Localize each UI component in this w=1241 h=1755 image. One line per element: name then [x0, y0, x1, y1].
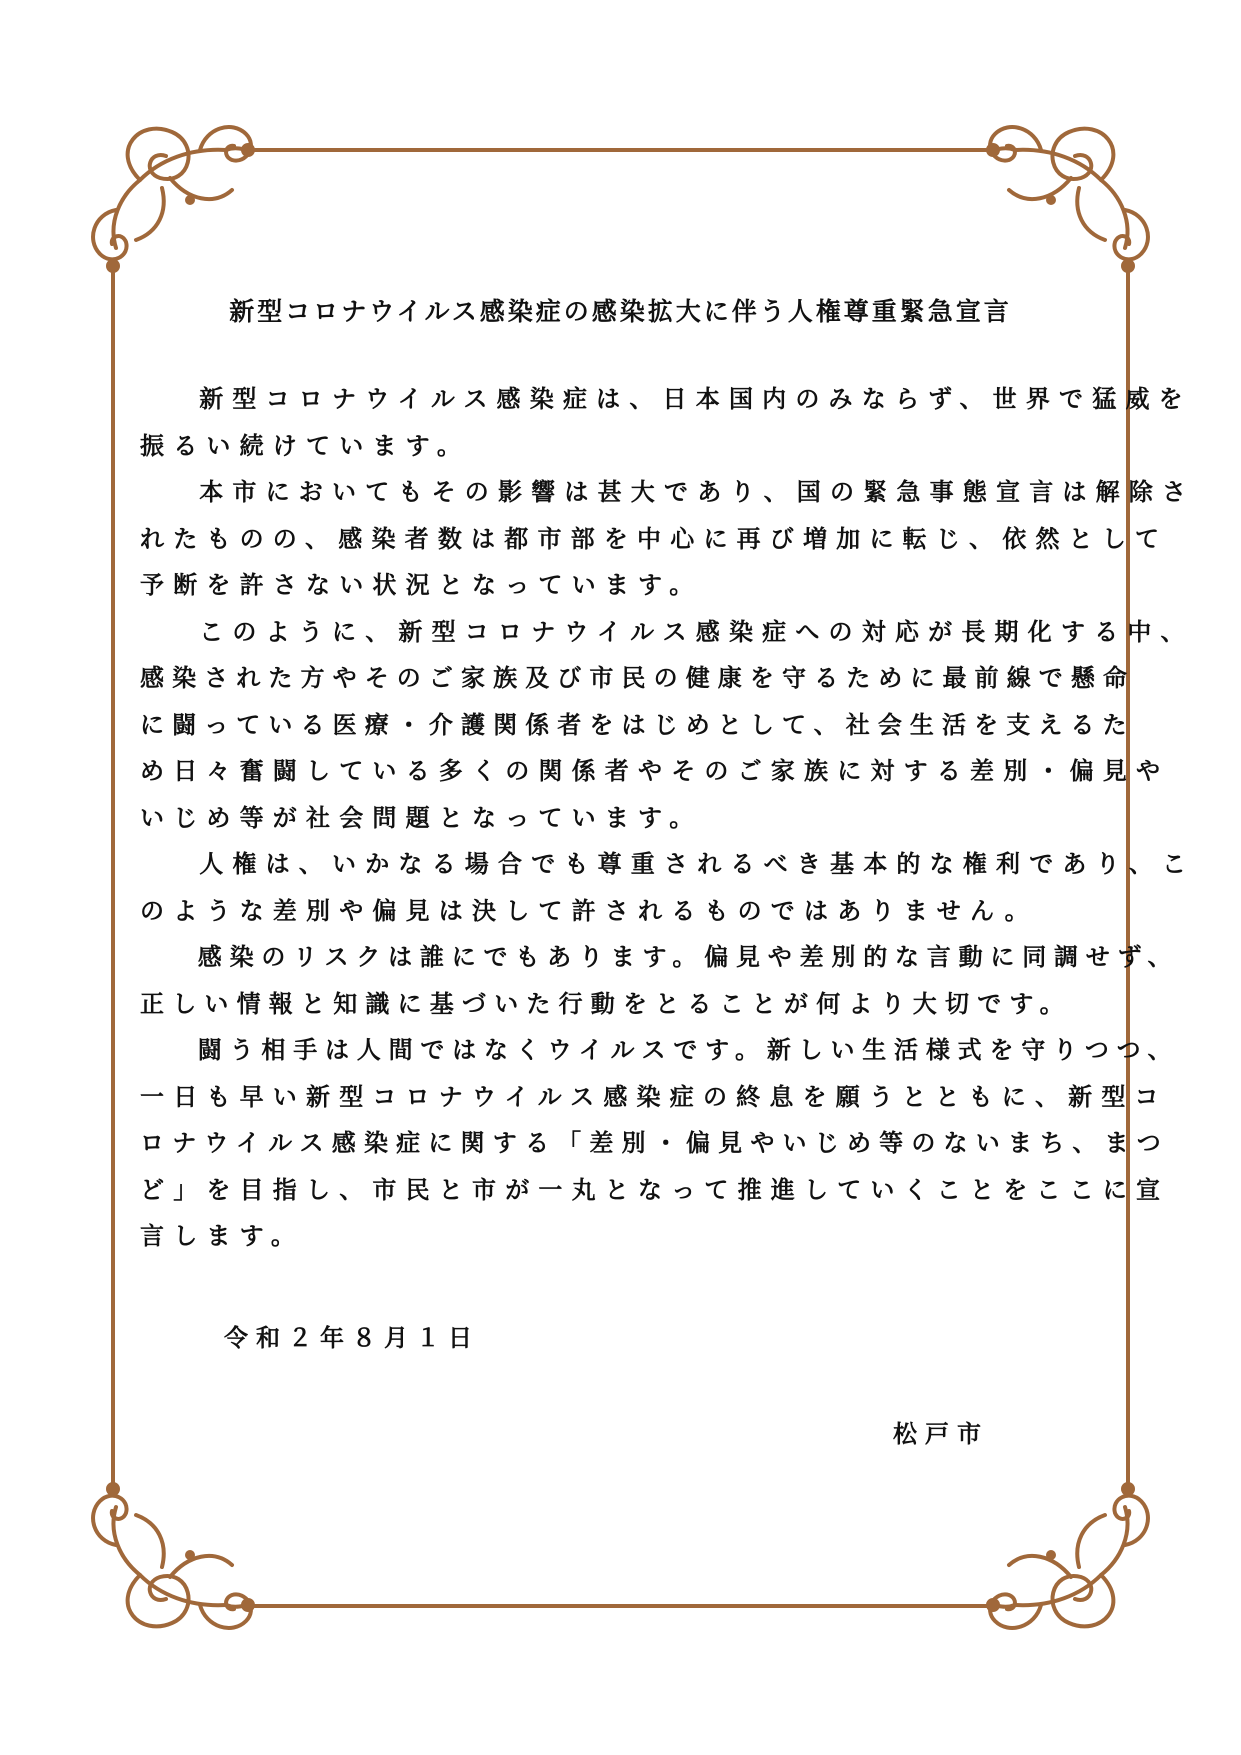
- body-line: 新型コロナウイルス感染症は、日本国内のみならず、世界で猛威を: [166, 385, 1192, 413]
- body-line: のような差別や偏見は決して許されるものではありません。: [140, 896, 1038, 925]
- declaration-body: [140, 376, 1196, 1260]
- body-line: 正しい情報と知識に基づいた行動をとることが何より大切です。: [140, 989, 1072, 1018]
- body-line: いじめ等が社会問題となっています。: [140, 803, 703, 832]
- body-line: 感染された方やそのご家族及び市民の健康を守るために最前線で懸命: [140, 664, 1136, 692]
- declaration-title: 新型コロナウイルス感染症の感染拡大に伴う人権尊重緊急宣言: [229, 297, 1012, 326]
- body-line: このように、新型コロナウイルス感染症への対応が長期化する中、: [166, 617, 1194, 646]
- body-line: ロナウイルス感染症に関する「差別・偏見やいじめ等のないまち、まつ: [140, 1129, 1169, 1157]
- body-line: め日々奮闘している多くの関係者やそのご家族に対する差別・偏見や: [140, 757, 1170, 785]
- body-line: 言します。: [140, 1222, 305, 1250]
- signatory-city: 松戸市: [893, 1420, 989, 1448]
- body-line: 振るい続けています。: [140, 431, 471, 460]
- body-line: 人権は、いかなる場合でも尊重されるべき基本的な権利であり、こ: [166, 850, 1196, 878]
- body-line: 感染のリスクは誰にでもあります。偏見や差別的な言動に同調せず、: [166, 943, 1180, 971]
- body-line: に闘っている医療・介護関係者をはじめとして、社会生活を支えるた: [140, 710, 1135, 739]
- body-line: 一日も早い新型コロナウイルス感染症の終息を願うとともに、新型コ: [140, 1082, 1168, 1111]
- body-line: れたものの、感染者数は都市部を中心に再び増加に転じ、依然として: [140, 524, 1169, 553]
- body-line: 予断を許さない状況となっています。: [140, 571, 703, 599]
- declaration-date: 令和２年８月１日: [224, 1324, 480, 1352]
- body-line: 闘う相手は人間ではなくウイルスです。新しい生活様式を守りつつ、: [166, 1036, 1180, 1064]
- body-line: 本市においてもその影響は甚大であり、国の緊急事態宣言は解除さ: [166, 478, 1196, 506]
- body-line: ど」を目指し、市民と市が一丸となって推進していくことをここに宣: [140, 1175, 1170, 1204]
